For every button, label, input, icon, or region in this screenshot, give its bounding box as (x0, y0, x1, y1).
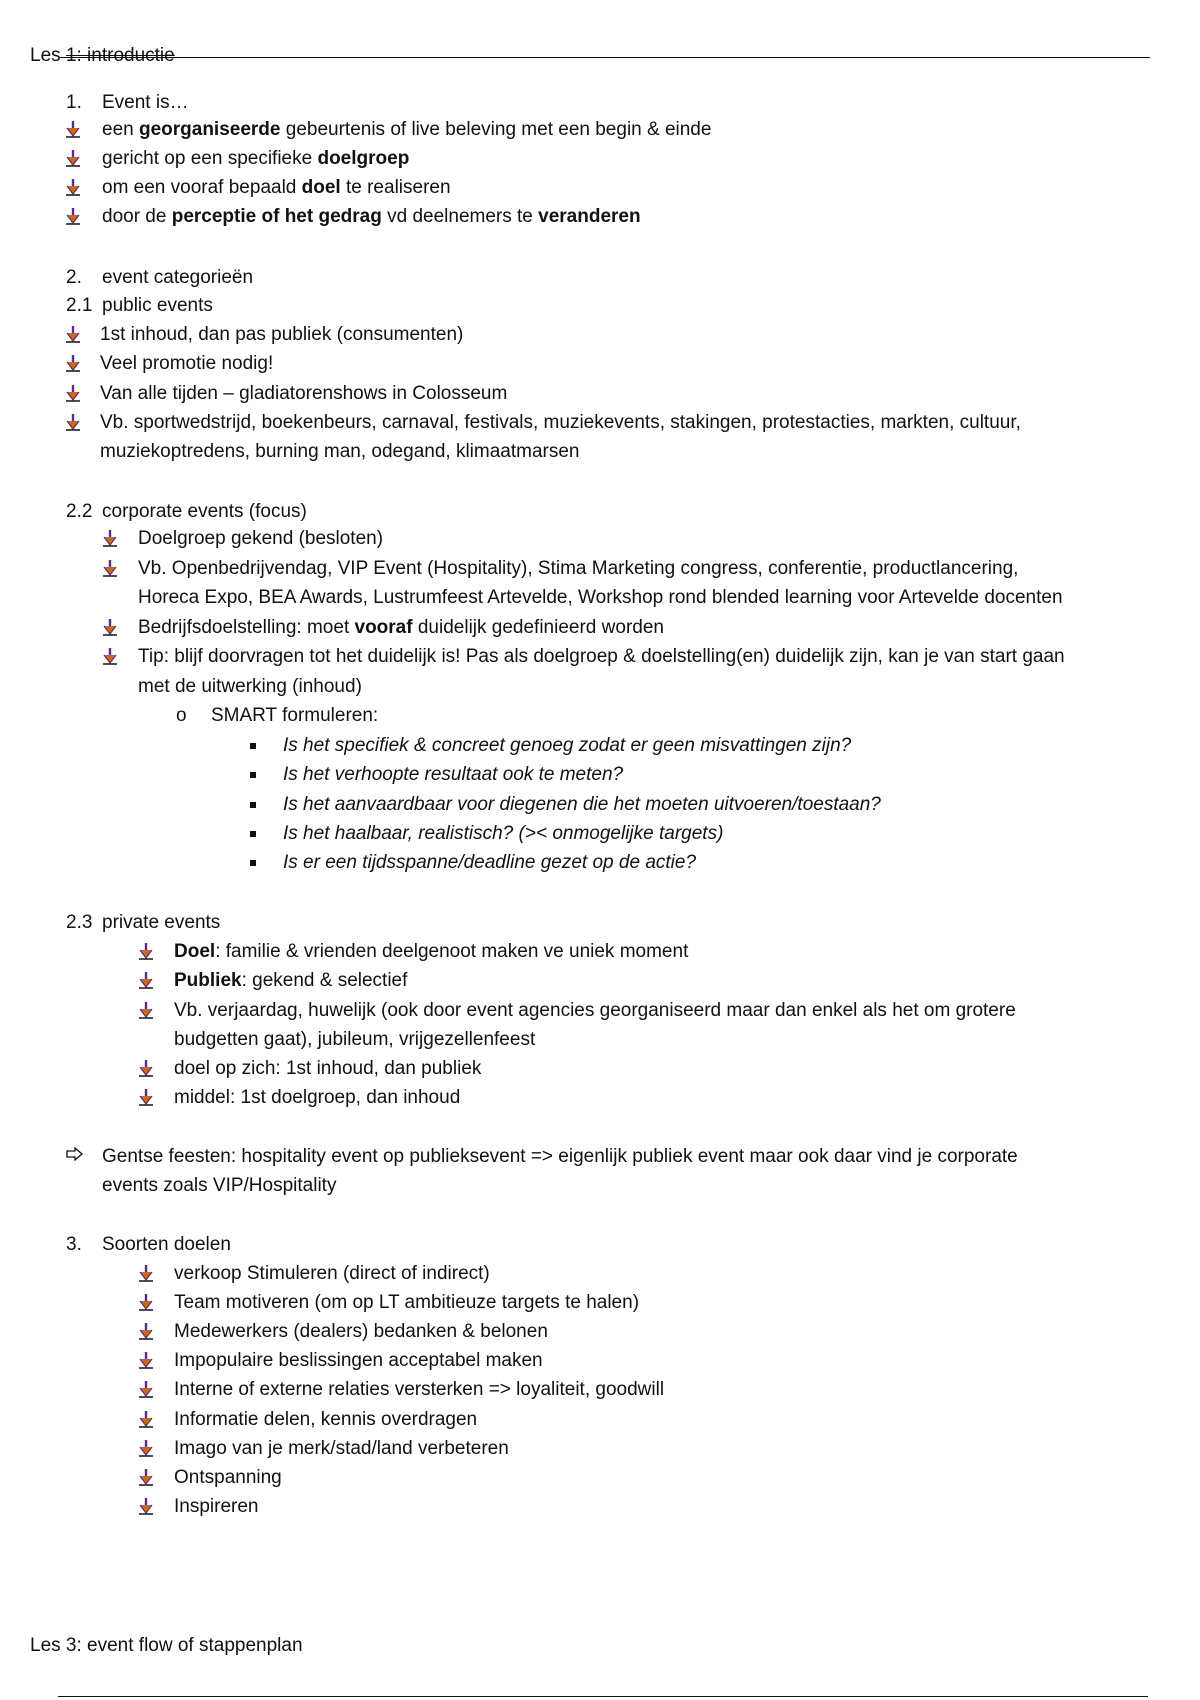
smart-bullet: o (176, 705, 187, 726)
arrow-bullet-icon (137, 1322, 155, 1342)
arrow-right-icon (66, 1147, 84, 1161)
public-events-item: Veel promotie nodig! (100, 353, 274, 374)
square-bullet-icon (250, 802, 256, 808)
smart-item: Is het haalbaar, realistisch? (>< onmogelijke targets) (283, 823, 724, 844)
arrow-bullet-icon (137, 971, 155, 991)
section3-item: Impopulaire beslissingen acceptabel maken (174, 1350, 543, 1371)
square-bullet-icon (250, 772, 256, 778)
public-events-item: 1st inhoud, dan pas publiek (consumenten) (100, 324, 464, 345)
arrow-bullet-icon (64, 325, 82, 345)
private-item-publiek: Publiek: gekend & selectief (174, 970, 408, 991)
arrow-bullet-icon (137, 1380, 155, 1400)
title-prefix: Les (30, 45, 61, 66)
section1-item: gericht op een specifieke doelgroep (102, 148, 410, 169)
arrow-bullet-icon (137, 1497, 155, 1517)
note-line-2: events zoals VIP/Hospitality (102, 1175, 337, 1196)
private-events-heading: 2.3 private events (66, 912, 221, 933)
section3-item: Medewerkers (dealers) bedanken & belonen (174, 1321, 548, 1342)
private-item-vb-b: budgetten gaat), jubileum, vrijgezellenfeest (174, 1029, 536, 1050)
arrow-bullet-icon (137, 1293, 155, 1313)
arrow-bullet-icon (101, 559, 119, 579)
corporate-item-2a: Vb. Openbedrijvendag, VIP Event (Hospitality), Stima Marketing congress, conferentie, productlancering, (138, 558, 1019, 579)
arrow-bullet-icon (101, 618, 119, 638)
arrow-bullet-icon (64, 354, 82, 374)
smart-item: Is het specifiek & concreet genoeg zodat er geen misvattingen zijn? (283, 735, 852, 756)
title-rest: 1: introductie (65, 45, 175, 66)
square-bullet-icon (250, 743, 256, 749)
arrow-bullet-icon (137, 1351, 155, 1371)
arrow-bullet-icon (64, 384, 82, 404)
section3-item: verkoop Stimuleren (direct of indirect) (174, 1263, 490, 1284)
arrow-bullet-icon (101, 529, 119, 549)
note-line-1: Gentse feesten: hospitality event op publieksevent => eigenlijk publiek event maar ook daar vind je corporate (102, 1146, 1018, 1167)
section3-heading: 3. Soorten doelen (66, 1234, 231, 1255)
public-events-item: Vb. sportwedstrijd, boekenbeurs, carnaval, festivals, muziekevents, stakingen, protestacties, markten, cultuur, (100, 412, 1021, 433)
arrow-bullet-icon (137, 1088, 155, 1108)
arrow-bullet-icon (137, 1059, 155, 1079)
corporate-events-heading: 2.2 corporate events (focus) (66, 501, 307, 522)
private-item-5: middel: 1st doelgroep, dan inhoud (174, 1087, 461, 1108)
arrow-bullet-icon (64, 413, 82, 433)
footer-rule (58, 1696, 1148, 1697)
arrow-bullet-icon (64, 149, 82, 169)
arrow-bullet-icon (137, 1439, 155, 1459)
arrow-bullet-icon (137, 1410, 155, 1430)
private-item-vb-a: Vb. verjaardag, huwelijk (ook door event agencies georganiseerd maar dan enkel als het om grotere (174, 1000, 1016, 1021)
section1-heading: 1. Event is… (66, 92, 189, 113)
corporate-item-3: Bedrijfsdoelstelling: moet vooraf duidelijk gedefinieerd worden (138, 617, 664, 638)
arrow-bullet-icon (137, 1001, 155, 1021)
smart-item: Is het aanvaardbaar voor diegenen die het moeten uitvoeren/toestaan? (283, 794, 881, 815)
private-item-doel: Doel: familie & vrienden deelgenoot maken ve uniek moment (174, 941, 689, 962)
public-events-item: muziekoptredens, burning man, odegand, klimaatmarsen (100, 441, 580, 462)
footer-title: Les 3: event flow of stappenplan (30, 1635, 303, 1656)
arrow-bullet-icon (137, 1264, 155, 1284)
section2-heading: 2. event categorieën (66, 267, 254, 288)
arrow-bullet-icon (137, 1468, 155, 1488)
square-bullet-icon (250, 831, 256, 837)
public-events-item: Van alle tijden – gladiatorenshows in Colosseum (100, 383, 508, 404)
private-item-4: doel op zich: 1st inhoud, dan publiek (174, 1058, 482, 1079)
arrow-bullet-icon (137, 942, 155, 962)
square-bullet-icon (250, 860, 256, 866)
corporate-item-1: Doelgroep gekend (besloten) (138, 528, 384, 549)
section1-item: een georganiseerde gebeurtenis of live beleving met een begin & einde (102, 119, 712, 140)
section3-item: Imago van je merk/stad/land verbeteren (174, 1438, 509, 1459)
corporate-item-2b: Horeca Expo, BEA Awards, Lustrumfeest Artevelde, Workshop rond blended learning voor Artevelde docenten (138, 587, 1063, 608)
section1-item: om een vooraf bepaald doel te realiseren (102, 177, 451, 198)
section3-item: Team motiveren (om op LT ambitieuze targets te halen) (174, 1292, 640, 1313)
arrow-bullet-icon (64, 120, 82, 140)
arrow-bullet-icon (101, 647, 119, 667)
section3-item: Inspireren (174, 1496, 259, 1517)
page-title (30, 44, 175, 68)
section3-item: Interne of externe relaties versterken => loyaliteit, goodwill (174, 1379, 665, 1400)
public-events-heading: 2.1 public events (66, 295, 213, 316)
section1-item: door de perceptie of het gedrag vd deelnemers te veranderen (102, 206, 641, 227)
corporate-item-4a: Tip: blijf doorvragen tot het duidelijk is! Pas als doelgroep & doelstelling(en) duidelijk zijn, kan je van start gaan (138, 646, 1065, 667)
smart-heading: SMART formuleren: (211, 705, 379, 726)
section3-item: Ontspanning (174, 1467, 282, 1488)
title-rule (60, 57, 1150, 58)
corporate-item-4b: met de uitwerking (inhoud) (138, 676, 362, 697)
smart-item: Is het verhoopte resultaat ook te meten? (283, 764, 624, 785)
arrow-bullet-icon (64, 178, 82, 198)
arrow-bullet-icon (64, 207, 82, 227)
smart-item: Is er een tijdsspanne/deadline gezet op de actie? (283, 852, 697, 873)
section3-item: Informatie delen, kennis overdragen (174, 1409, 478, 1430)
